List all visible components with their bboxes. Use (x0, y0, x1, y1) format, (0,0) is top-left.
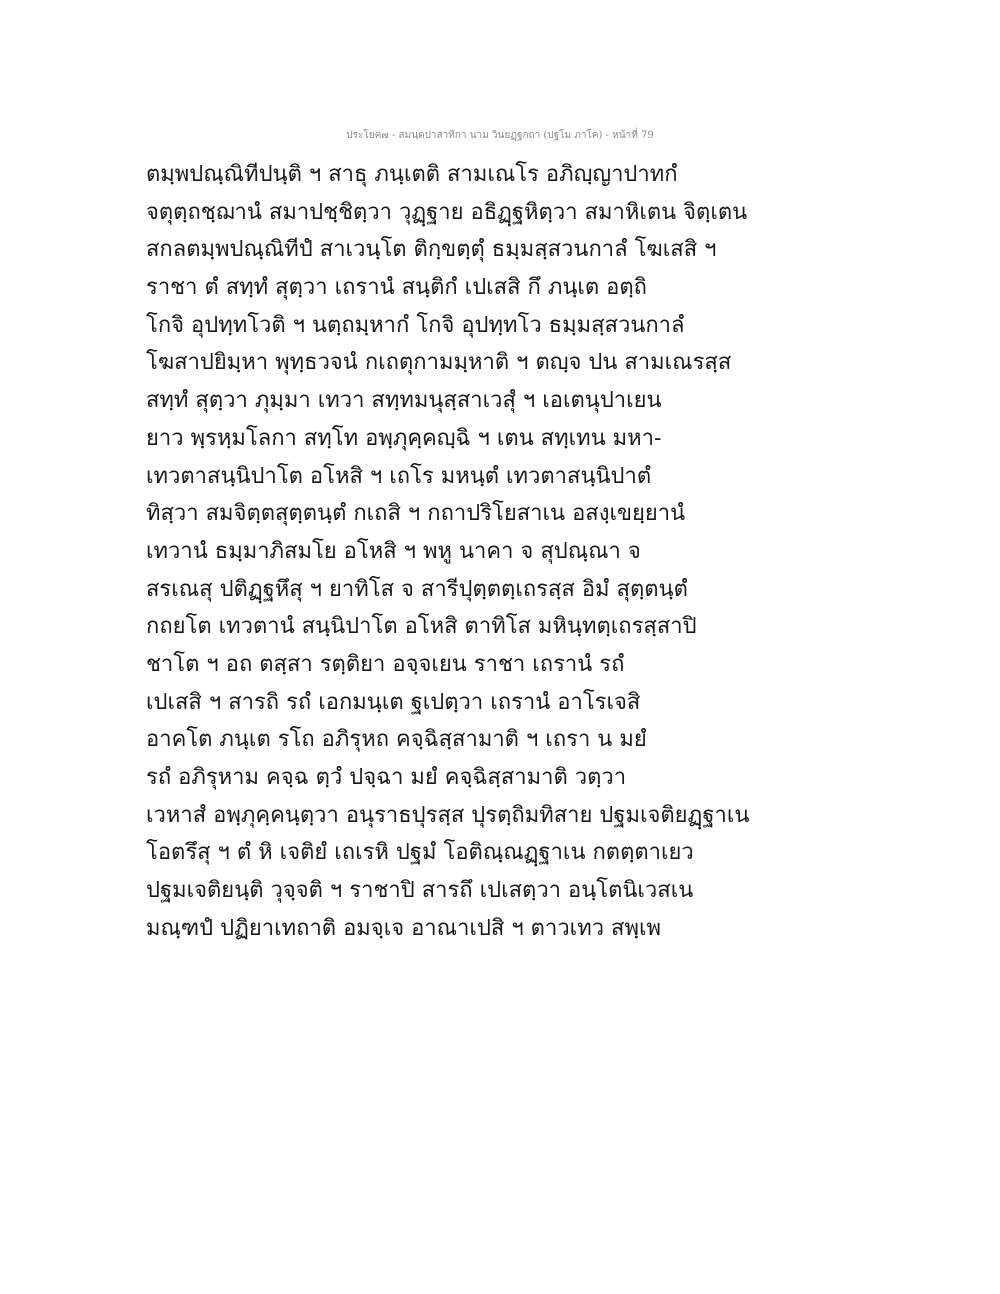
text-line-10: ทิสฺวา สมจิตฺตสุตฺตนฺตํ กเถสิ ฯ กถาปริโยสาเน อสงฺเขยฺยานํ (146, 501, 686, 527)
text-line-3: สกลตมฺพปณฺณิทีปํ สาเวนฺโต ติกฺขตฺตุํ ธมฺมสฺสวนกาลํ โฆเสสิ ฯ (146, 237, 717, 263)
text-line-18: เวหาสํ อพฺภุคฺคนฺตฺวา อนุราธปุรสฺส ปุรตฺถิมทิสาย ปฐมเจติยฏฺฐาเน (146, 802, 750, 828)
text-line-6: โฆสาปยิมฺหา พุทฺธวจนํ กเถตุกามมฺหาติ ฯ ตญฺจ ปน สามเณรสฺส (146, 350, 732, 376)
text-line-11: เทวานํ ธมฺมาภิสมโย อโหสิ ฯ พหู นาคา จ สุปณฺณา จ (146, 538, 641, 564)
text-line-2: จตุตฺถชฺฌานํ สมาปชฺชิตฺวา วุฏฺฐาย อธิฏฺฐหิตฺวา สมาหิเตน จิตฺเตน (146, 199, 748, 225)
text-line-13: กถยโต เทวตานํ สนฺนิปาโต อโหสิ ตาทิโส มหินฺทตฺเถรสฺสาปิ (146, 614, 697, 640)
text-line-20: ปฐมเจติยนฺติ วุจฺจติ ฯ ราชาปิ สารถึ เปเสตฺวา อนฺโตนิเวสเน (146, 878, 694, 904)
text-line-8: ยาว พฺรหฺมโลกา สทฺโท อพฺภุคฺคญฺฉิ ฯ เตน สทฺเทน มหา- (146, 425, 662, 451)
text-line-14: ชาโต ฯ อถ ตสฺสา รตฺติยา อจฺจเยน ราชา เถรานํ รถํ (146, 651, 625, 677)
text-line-16: อาคโต ภนฺเต รโถ อภิรุหถ คจฺฉิสฺสามาติ ฯ เถรา น มยํ (146, 727, 647, 753)
text-line-17: รถํ อภิรุหาม คจฺฉ ตฺวํ ปจฺฉา มยํ คจฺฉิสฺสามาติ วตฺวา (146, 765, 627, 790)
text-line-21: มณฺฑปํ ปฏิยาเทถาติ อมจฺเจ อาณาเปสิ ฯ ตาวเทว สพฺเพ (146, 915, 661, 941)
text-line-4: ราชา ตํ สทฺทํ สุตฺวา เถรานํ สนฺติกํ เปเสสิ กึ ภนฺเต อตฺถิ (146, 275, 648, 301)
text-line-15: เปเสสิ ฯ สารถิ รถํ เอกมนฺเต ฐเปตฺวา เถรานํ อาโรเจสิ (146, 689, 641, 715)
text-line-1: ตมฺพปณฺณิทีปนฺติ ฯ สาธุ ภนฺเตติ สามเณโร อภิญฺญาปาทกํ (146, 162, 678, 187)
running-header: ประโยค๗ - สมนฺตปาสาทิกา นาม วินยฏฺฐกถา (ปฐโม ภาโค) - หน้าที่ 79 (346, 130, 654, 141)
text-line-5: โกจิ อุปทฺทโวติ ฯ นตฺถมฺหากํ โกจิ อุปทฺทโว ธมฺมสฺสวนกาลํ (146, 312, 685, 338)
text-line-7: สทฺทํ สุตฺวา ภุมฺมา เทวา สทฺทมนุสฺสาเวสุํ ฯ เอเตนุปาเยน (146, 388, 662, 414)
text-line-19: โอตรึสุ ฯ ตํ หิ เจติยํ เถเรหิ ปฐมํ โอติณฺณฏฺฐาเน กตตฺตาเยว (146, 840, 694, 866)
text-line-9: เทวตาสนฺนิปาโต อโหสิ ฯ เถโร มหนฺตํ เทวตาสนฺนิปาตํ (146, 463, 652, 489)
body-text (146, 156, 866, 947)
text-line-12: สรเณสุ ปติฏฺฐหึสุ ฯ ยาทิโส จ สารีปุตฺตตฺเถรสฺส อิมํ สุตฺตนฺตํ (146, 576, 688, 602)
